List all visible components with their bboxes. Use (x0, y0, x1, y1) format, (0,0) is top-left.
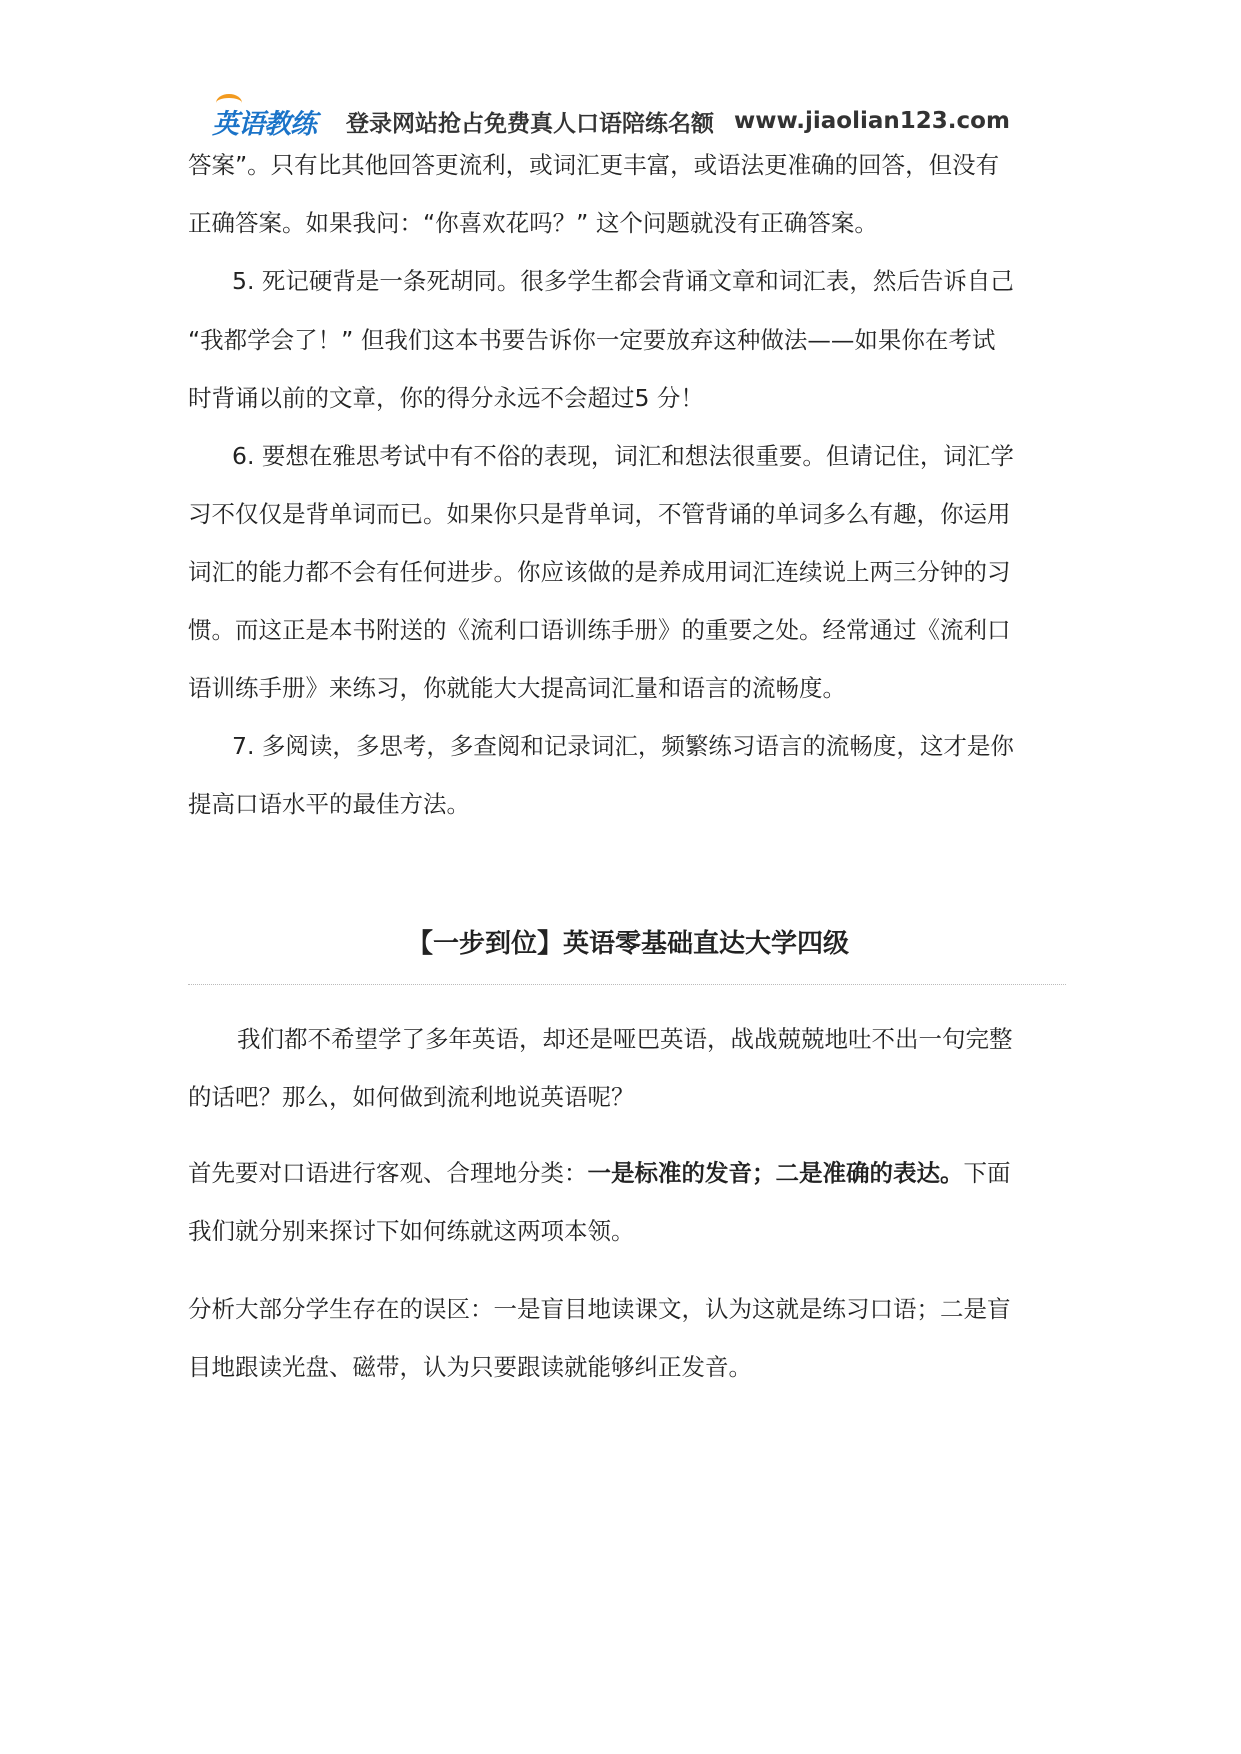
paragraph-line: 惯。而这正是本书附送的《流利口语训练手册》的重要之处。经常通过《流利口 (188, 616, 1011, 644)
category-bold: 一是标准的发音；二是准确的表达。 (587, 1159, 964, 1187)
header-url: www.jiaolian123.com (734, 108, 1010, 134)
section-divider (188, 984, 1066, 985)
paragraph-line (188, 1158, 1011, 1188)
paragraph-line: 分析大部分学生存在的误区：一是盲目地读课文，认为这就是练习口语；二是盲 (188, 1295, 1011, 1323)
logo-arc-icon (216, 94, 242, 112)
category-prefix: 首先要对口语进行客观、合理地分类： (188, 1159, 588, 1187)
logo-text: 英语教练 (212, 108, 316, 140)
paragraph-line: 7. 多阅读，多思考，多查阅和记录词汇，频繁练习语言的流畅度，这才是你 (232, 732, 1014, 760)
paragraph-line: 语训练手册》来练习，你就能大大提高词汇量和语言的流畅度。 (188, 674, 846, 702)
paragraph-line: 正确答案。如果我问：“你喜欢花吗？” 这个问题就没有正确答案。 (188, 209, 878, 237)
paragraph-line: 习不仅仅是背单词而已。如果你只是背单词，不管背诵的单词多么有趣，你运用 (188, 500, 1011, 528)
paragraph-line: 的话吧？那么，如何做到流利地说英语呢？ (188, 1083, 635, 1111)
paragraph-line: 答案”。只有比其他回答更流利，或词汇更丰富，或语法更准确的回答，但没有 (188, 151, 1000, 179)
paragraph-line: 目地跟读光盘、磁带，认为只要跟读就能够纠正发音。 (188, 1353, 752, 1381)
paragraph-line: 我们都不希望学了多年英语，却还是哑巴英语，战战兢兢地吐不出一句完整 (237, 1025, 1013, 1053)
paragraph-line: 时背诵以前的文章，你的得分永远不会超过5 分！ (188, 384, 704, 412)
header-slogan: 登录网站抢占免费真人口语陪练名额 (346, 110, 714, 137)
paragraph-line: 6. 要想在雅思考试中有不俗的表现，词汇和想法很重要。但请记住，词汇学 (232, 442, 1014, 470)
paragraph-line: 我们就分别来探讨下如何练就这两项本领。 (188, 1217, 635, 1245)
paragraph-line: 5. 死记硬背是一条死胡同。很多学生都会背诵文章和词汇表，然后告诉自己 (232, 267, 1014, 295)
paragraph-line: “我都学会了！” 但我们这本书要告诉你一定要放弃这种做法——如果你在考试 (188, 326, 996, 354)
category-suffix: 下面 (963, 1159, 1011, 1187)
section-title: 【一步到位】英语零基础直达大学四级 (406, 929, 849, 959)
site-logo (212, 102, 316, 141)
paragraph-line: 提高口语水平的最佳方法。 (188, 790, 470, 818)
page-header (212, 96, 1010, 146)
paragraph-line: 词汇的能力都不会有任何进步。你应该做的是养成用词汇连续说上两三分钟的习 (188, 558, 1011, 586)
